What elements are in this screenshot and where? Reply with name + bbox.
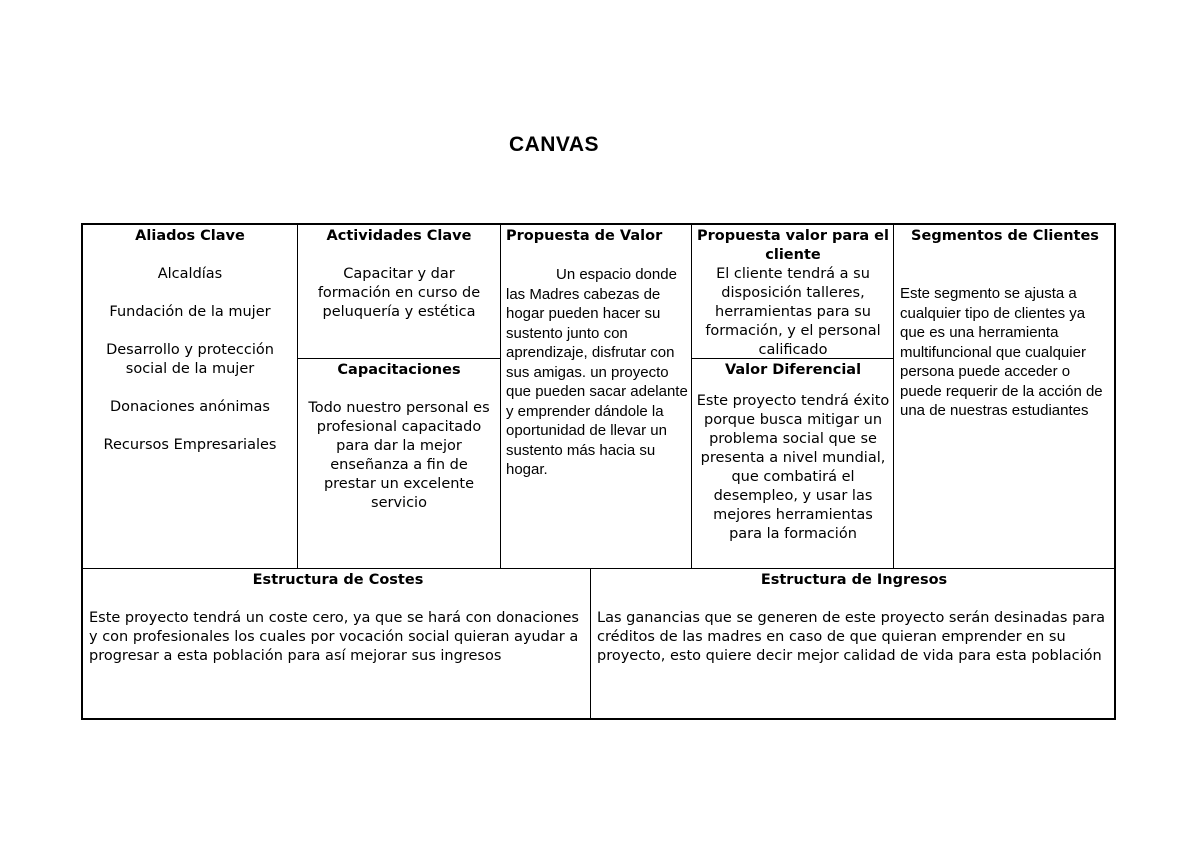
aliados-clave-header: Aliados Clave xyxy=(135,228,245,244)
valor-diferencial-text: Este proyecto tendrá éxito porque busca mitigar un problema social que se presenta a nivel mundial, que combatirá el desempleo, y usar las mejores herramientas para la formación xyxy=(696,393,890,542)
divider xyxy=(500,225,501,569)
divider xyxy=(691,358,893,359)
divider xyxy=(297,358,500,359)
segmentos-clientes-text: Este segmento se ajusta a cualquier tipo de clientes ya que es una herramienta multifuncional que cualquier persona puede acceder o puede requerir de la acción de una de nuestras estudiantes xyxy=(900,285,1103,419)
aliado-item: Fundación de la mujer xyxy=(109,304,271,320)
aliado-item: Donaciones anónimas xyxy=(110,399,270,415)
aliado-item: Desarrollo y protección social de la mujer xyxy=(106,342,274,377)
estructura-costes-text: Este proyecto tendrá un coste cero, ya que se hará con donaciones y con profesionales los cuales por vocación social quieran ayudar a progresar a esta población para así mejorar sus ingresos xyxy=(89,610,579,664)
capacitaciones-header: Capacitaciones xyxy=(337,362,461,378)
propuesta-cliente-header: Propuesta valor para el cliente xyxy=(697,228,889,263)
divider xyxy=(691,225,692,569)
propuesta-cliente-text: El cliente tendrá a su disposición talleres, herramientas para su formación, y el personal calificado xyxy=(705,266,881,357)
propuesta-valor-text: Un espacio donde las Madres cabezas de hogar pueden hacer su sustento junto con aprendizaje, disfrutar con sus amigas. un proyecto que pueden sacar adelante y emprender dándole la oportunidad de llevar un sustento más hacia su hogar. xyxy=(506,266,688,478)
segmentos-clientes-cell xyxy=(900,227,1110,567)
aliado-item: Recursos Empresariales xyxy=(103,437,277,453)
valor-diferencial-header: Valor Diferencial xyxy=(724,362,862,378)
canvas-table xyxy=(81,223,1116,720)
capacitaciones-text: Todo nuestro personal es profesional capacitado para dar la mejor enseñanza a fin de prestar un excelente servicio xyxy=(308,400,490,511)
propuesta-valor-header: Propuesta de Valor xyxy=(506,228,663,244)
capacitaciones-cell xyxy=(301,361,497,567)
actividades-clave-cell xyxy=(301,227,497,357)
estructura-costes-header: Estructura de Costes xyxy=(252,572,424,588)
actividades-clave-text: Capacitar y dar formación en curso de peluquería y estética xyxy=(317,266,481,320)
valor-diferencial-cell xyxy=(695,361,891,567)
page-title: CANVAS xyxy=(508,133,600,156)
aliados-clave-cell xyxy=(87,227,293,567)
estructura-ingresos-header: Estructura de Ingresos xyxy=(760,572,948,588)
propuesta-cliente-cell xyxy=(695,227,891,357)
propuesta-valor-cell xyxy=(506,227,688,567)
estructura-costes-cell xyxy=(89,571,587,718)
divider xyxy=(590,569,591,720)
divider xyxy=(297,225,298,569)
divider xyxy=(83,568,1114,569)
divider xyxy=(893,225,894,569)
actividades-clave-header: Actividades Clave xyxy=(326,228,472,244)
aliado-item: Alcaldías xyxy=(157,266,223,282)
estructura-ingresos-cell xyxy=(597,571,1111,718)
segmentos-clientes-header: Segmentos de Clientes xyxy=(911,228,1099,244)
estructura-ingresos-text: Las ganancias que se generen de este proyecto serán desinadas para créditos de las madres en caso de que quieran emprender en su proyecto, esto quiere decir mejor calidad de vida para esta población xyxy=(597,610,1106,664)
